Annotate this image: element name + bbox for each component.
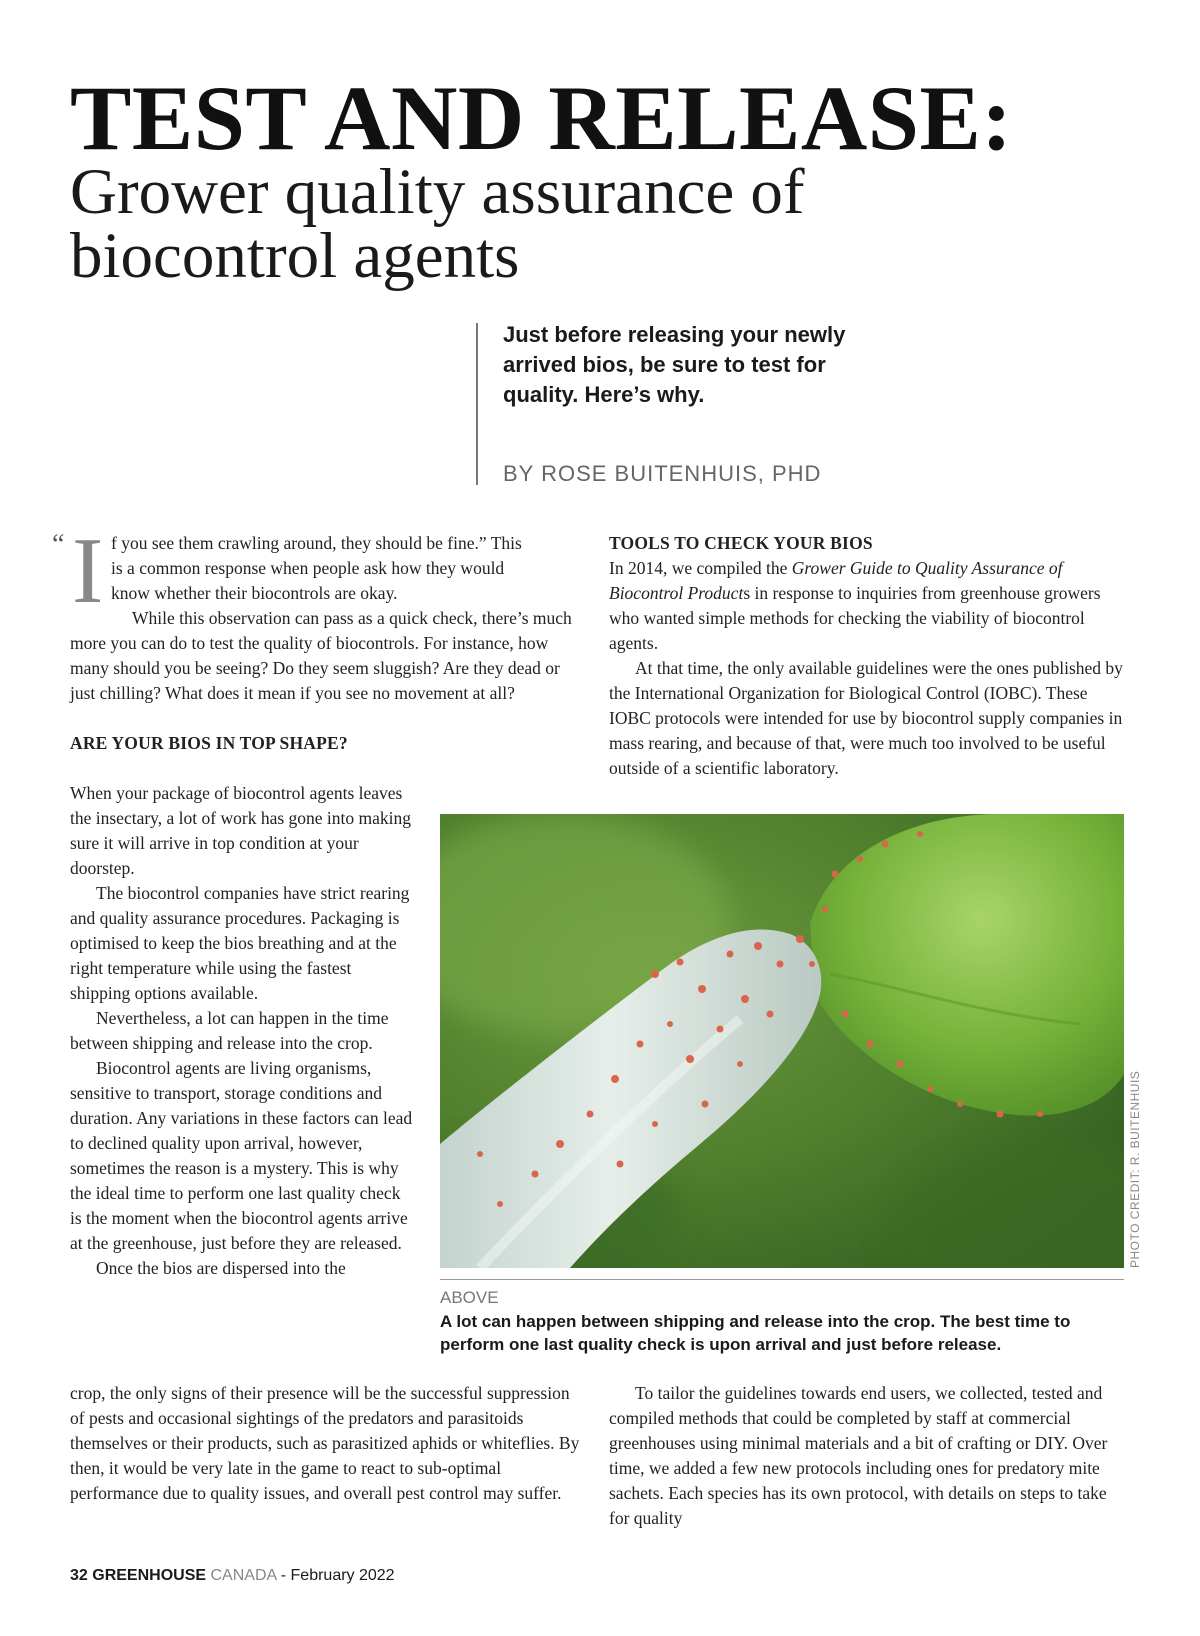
text-run: s in response to inquiries from greenhouse growers who wanted simple methods for checking the viability of biocontrol agents. (609, 583, 1101, 653)
photo-credit: PHOTO CREDIT: R. BUITENHUIS (1128, 1070, 1142, 1268)
photo-mites-on-leaf (440, 814, 1124, 1268)
intro-line: f you see them crawling around, they should be fine.” This (111, 533, 522, 553)
paragraph: The biocontrol companies have strict rearing and quality assurance procedures. Packaging is optimised to keep the bios breathing and at the right temperature while using the fastest shipping options available. (70, 883, 410, 1003)
page-number: 32 (70, 1567, 88, 1584)
section1-text (70, 781, 415, 1281)
section1-text-continued (70, 1381, 585, 1506)
page-footer (70, 1567, 395, 1585)
intro-text (70, 519, 575, 756)
section-heading: ARE YOUR BIOS IN TOP SHAPE? (70, 733, 348, 753)
guide-title: Grower Guide to Quality Assurance of Biocontrol Product (609, 558, 1063, 603)
intro-line: is a common response when people ask how they would (111, 558, 505, 578)
section-heading: TOOLS TO CHECK YOUR BIOS (609, 533, 873, 553)
intro-line: know whether their biocontrols are okay. (111, 583, 398, 603)
intro-paragraph: While this observation can pass as a quick check, there’s much more you can do to test the quality of biocontrols. For instance, how many should you be seeing? Do they seem sluggish? Are they dead or just chilling? What does it mean if you see no movement at all? (70, 608, 572, 703)
drop-cap: I (72, 519, 104, 623)
deck-divider (476, 323, 478, 485)
article-title: TEST AND RELEASE: (70, 67, 1013, 169)
section2-text-continued (609, 1381, 1129, 1531)
paragraph: crop, the only signs of their presence will be the successful suppression of pests and occasional sightings of the predators and parasitoids themselves or their products, such as parasitized aphids or whiteflies. By then, it would be very late in the game to react to sub-optimal performance due to quality issues, and overall pest control may suffer. (70, 1383, 580, 1503)
paragraph: At that time, the only available guidelines were the ones published by the International Organization for Biological Control (IOBC). These IOBC protocols were intended for use by biocontrol supply companies in mass rearing, and because of that, were much too involved to be useful outside of a scientific laboratory. (609, 658, 1123, 778)
text-run: In 2014, we compiled the (609, 558, 792, 578)
paragraph: When your package of biocontrol agents leaves the insectary, a lot of work has gone into making sure it will arrive in top condition at your doorstep. (70, 783, 412, 878)
opening-quote-mark: “ (52, 529, 65, 560)
caption-divider (440, 1279, 1124, 1280)
photo-caption: A lot can happen between shipping and release into the crop. The best time to perform one last quality check is upon arrival and just before release. (440, 1312, 1071, 1354)
caption-label: ABOVE (440, 1288, 499, 1307)
spacer (70, 706, 575, 731)
byline: BY ROSE BUITENHUIS, PHD (503, 461, 822, 486)
section2-text (609, 531, 1129, 781)
issue-date: - February 2022 (276, 1567, 395, 1584)
paragraph: Biocontrol agents are living organisms, sensitive to transport, storage conditions and duration. Any variations in these factors can lead to declined quality upon arrival, however, sometimes the reason is a mystery. This is why the ideal time to perform one last quality check is the moment when the biocontrol agents arrive at the greenhouse, just before they are released. (70, 1058, 413, 1253)
article-deck: Just before releasing your newly arrived bios, be sure to test for quality. Here’s why. (503, 322, 846, 407)
magazine-name-bold: GREENHOUSE (92, 1567, 207, 1584)
paragraph (609, 556, 1129, 656)
article-subtitle: Grower quality assurance of biocontrol agents (70, 156, 805, 292)
photo-illustration (440, 814, 1124, 1268)
paragraph: To tailor the guidelines towards end users, we collected, tested and compiled methods that could be completed by staff at commercial greenhouses using minimal materials and a bit of crafting or DIY. Over time, we added a few new protocols including ones for predatory mite sachets. Each species has its own protocol, with details on steps to take for quality (609, 1383, 1108, 1528)
paragraph: Nevertheless, a lot can happen in the time between shipping and release into the crop. (70, 1008, 389, 1053)
magazine-name-light: CANADA (210, 1567, 277, 1584)
paragraph: Once the bios are dispersed into the (96, 1258, 346, 1278)
